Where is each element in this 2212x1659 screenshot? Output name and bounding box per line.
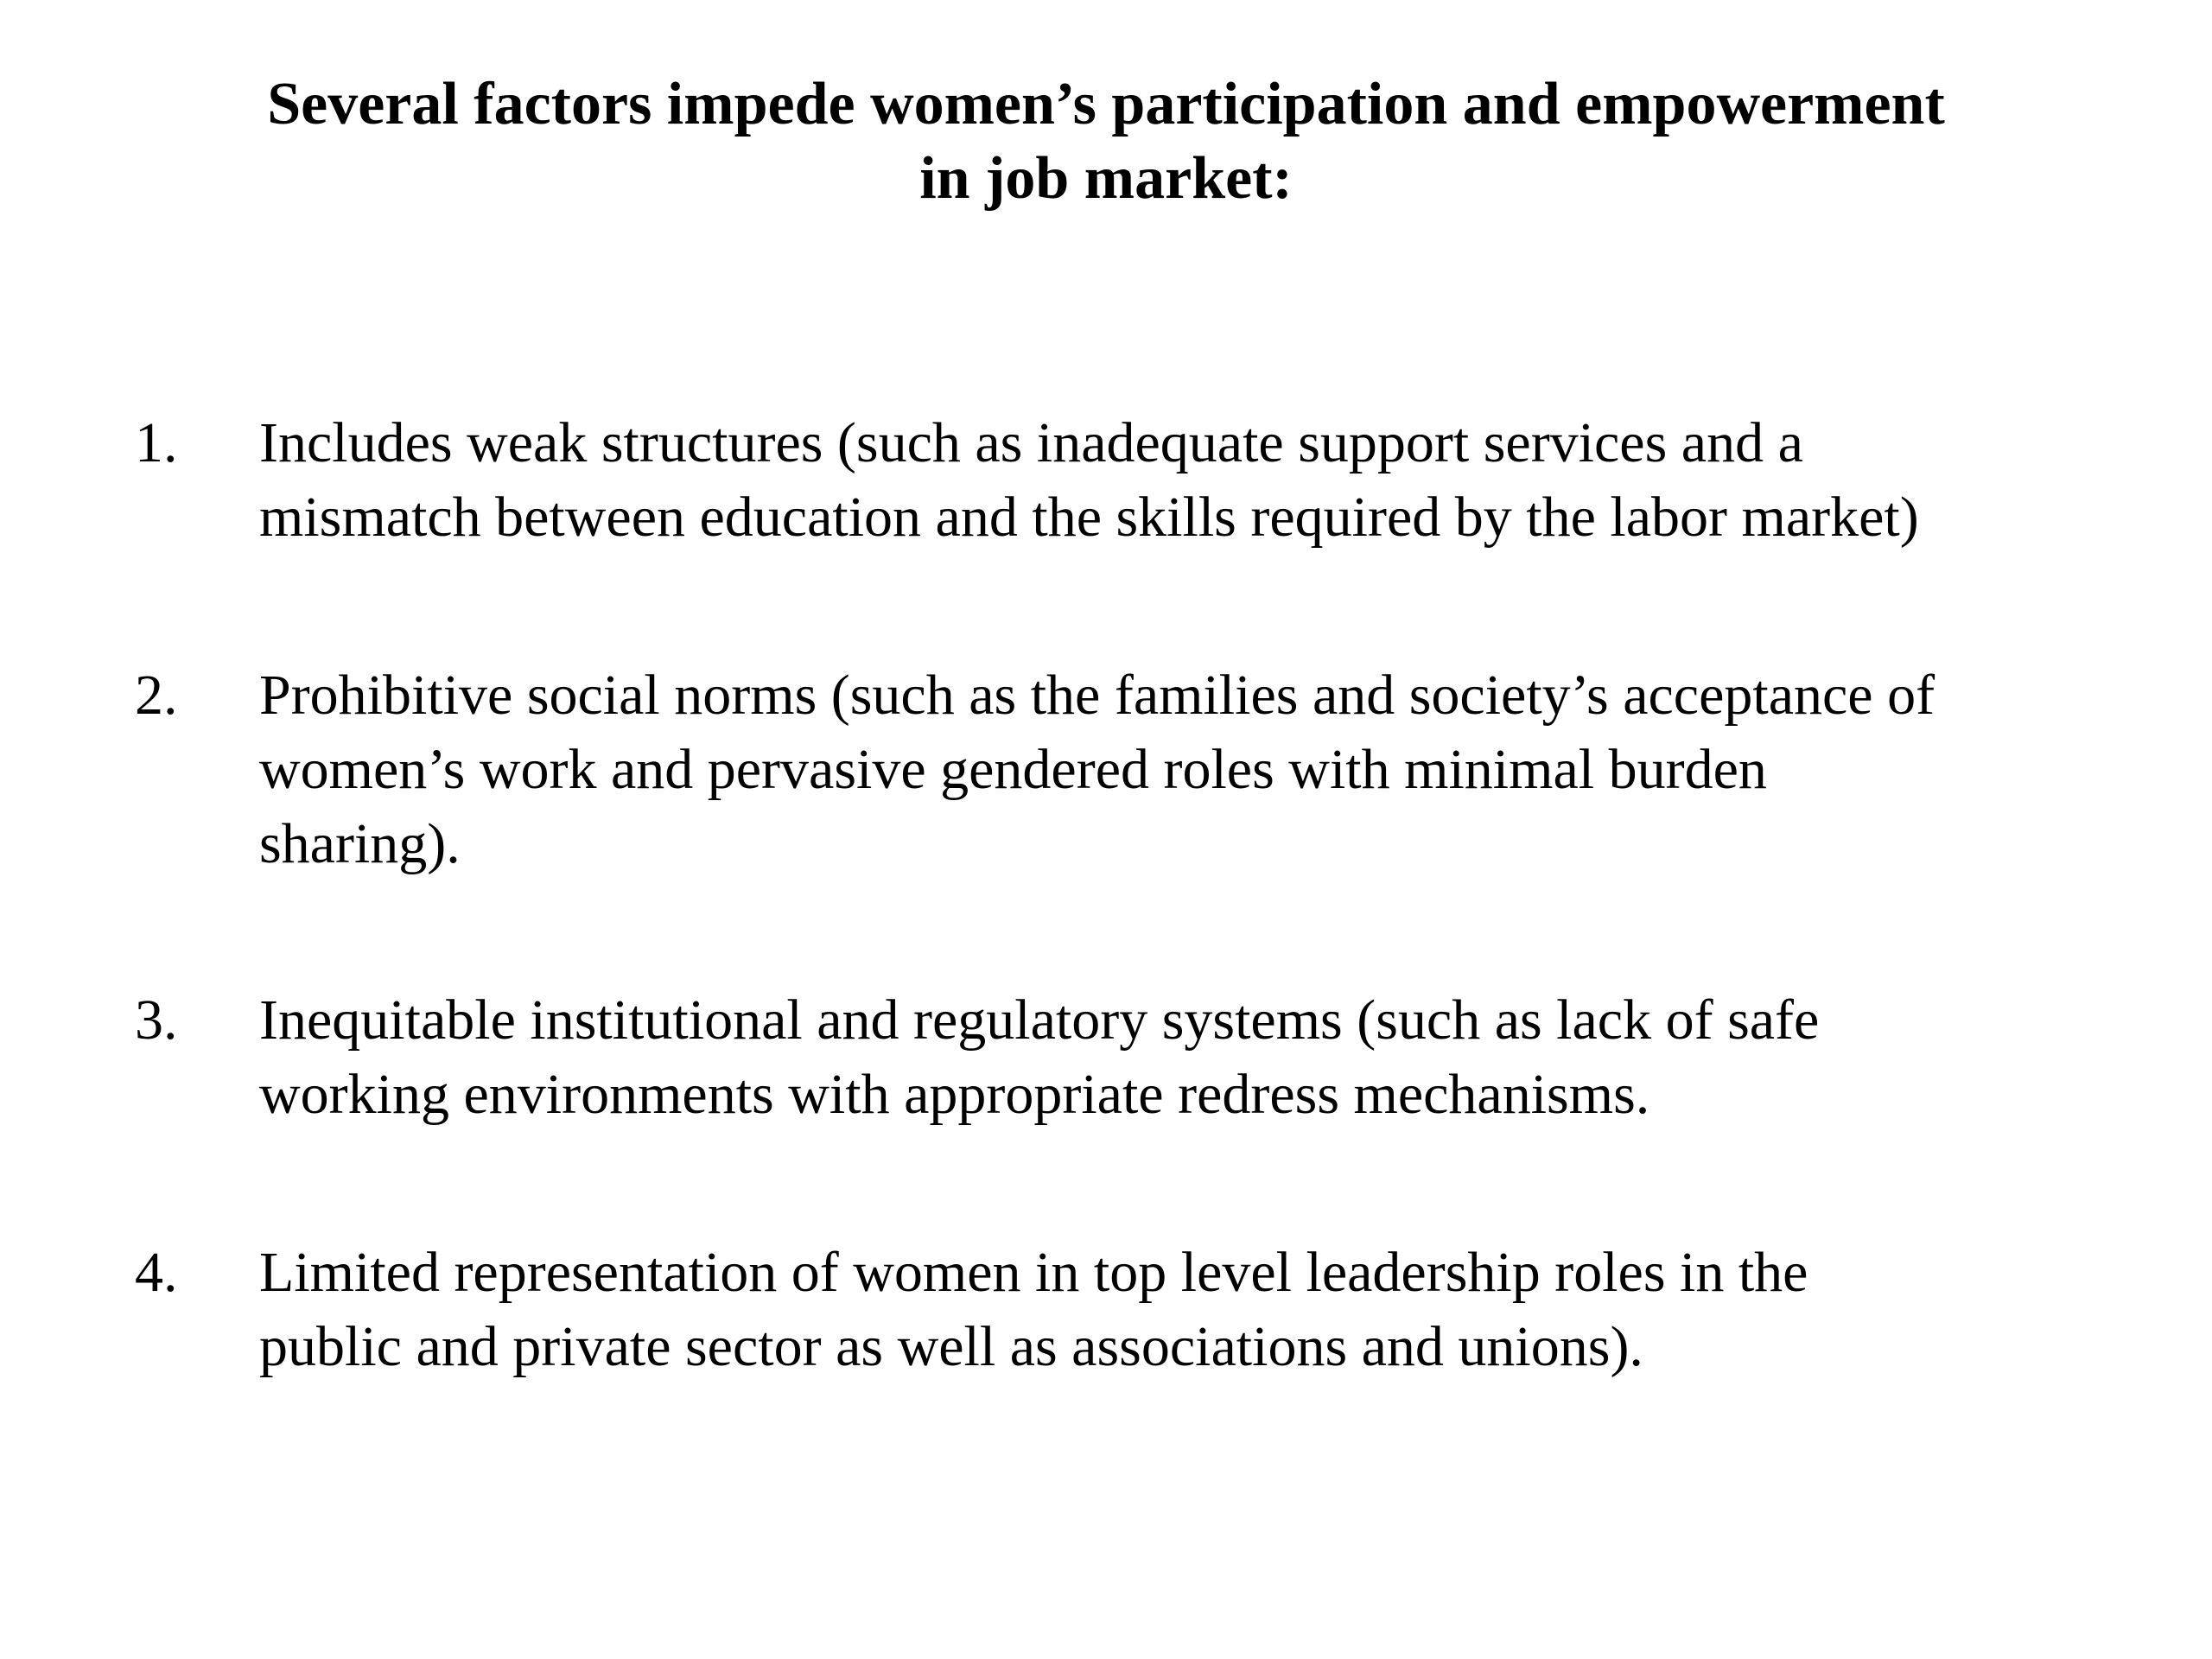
list-item-text: Limited representation of women in top level leadership roles in the public and private sector as well as associations and unions).	[259, 1241, 1808, 1378]
list-item-number: 2.	[135, 664, 178, 727]
list-item-text: Inequitable institutional and regulatory systems (such as lack of safe working environments with appropriate redress mechanisms.	[259, 988, 1820, 1126]
slide-title: Several factors impede women’s participation and empowerment in job market:	[267, 71, 1945, 212]
list-item-number: 4.	[135, 1241, 178, 1304]
list-item-number: 3.	[135, 988, 178, 1052]
list-item-text: Prohibitive social norms (such as the families and society’s acceptance of women’s work and pervasive gendered roles with minimal burden sharing).	[259, 664, 1936, 875]
list-item-number: 1.	[135, 411, 178, 474]
list-item-text: Includes weak structures (such as inadequate support services and a mismatch between education and the skills required by the labor market)	[259, 411, 1919, 549]
